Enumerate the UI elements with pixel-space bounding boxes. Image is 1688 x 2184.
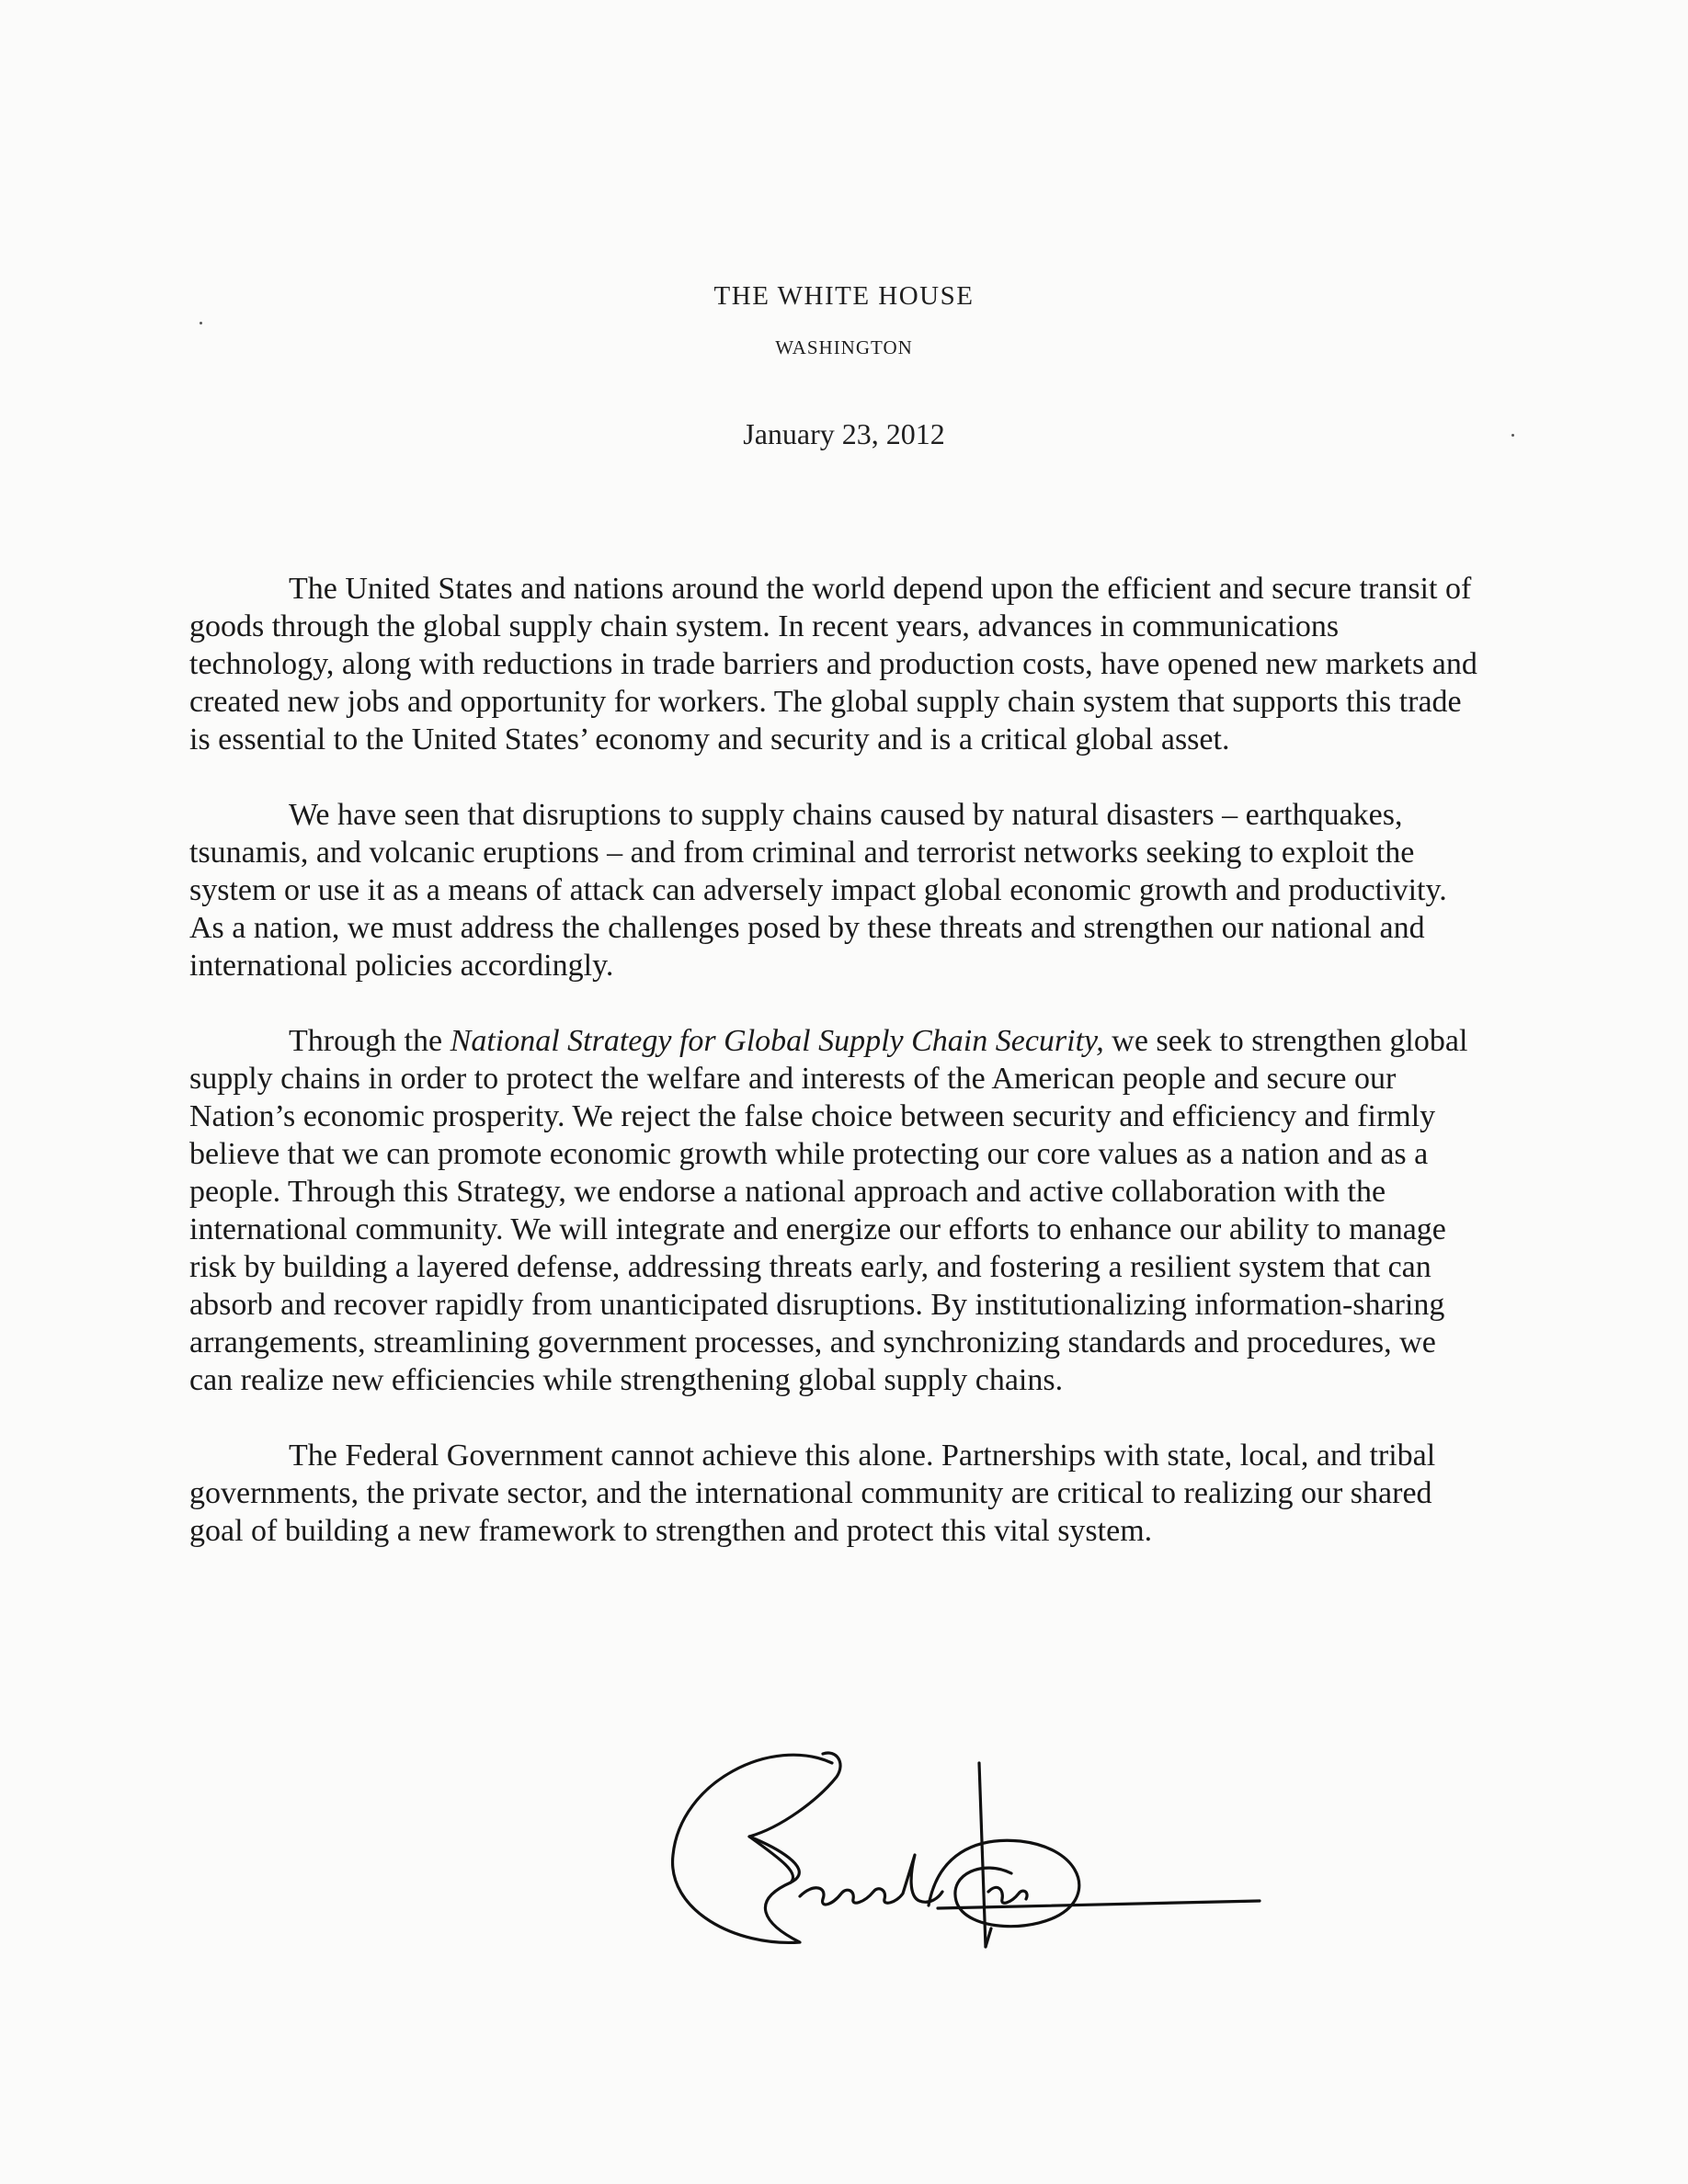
- scan-speck: [200, 322, 202, 324]
- strategy-title: National Strategy for Global Supply Chain Security,: [450, 1024, 1104, 1058]
- letterhead-title: THE WHITE HOUSE: [713, 281, 975, 311]
- paragraph-3: [189, 1022, 1486, 1399]
- letter-body: [189, 570, 1486, 1587]
- scan-speck: [1511, 434, 1514, 437]
- paragraph-2: We have seen that disruptions to supply chains caused by natural disasters – earthquakes, tsunamis, and volcanic eruptions – and from criminal and terrorist networks seeking to exploit the system or use it as a means of attack can adversely impact global economic growth and productivity. As a nation, we must address the challenges posed by these threats and strengthen our national and international policies accordingly.: [189, 798, 1447, 983]
- paragraph-3-rest: we seek to strengthen global supply chains in order to protect the welfare and interests of the American people and secure our Nation’s economic prosperity. We reject the false choice between security and efficiency and firmly believe that we can promote economic growth while protecting our core values as a nation and as a people. Through this Strategy, we endorse a national approach and active collaboration with the international community. We will integrate and energize our efforts to enhance our ability to manage risk by building a layered defense, addressing threats early, and fostering a resilient system that can absorb and recover rapidly from unanticipated disruptions. By institutionalizing information-sharing arrangements, streamlining government processes, and synchronizing standards and procedures, we can realize new efficiencies while strengthening global supply chains.: [189, 1024, 1468, 1397]
- paragraph-3-lead: Through the: [289, 1024, 451, 1058]
- signature: [662, 1735, 1306, 1965]
- paragraph-1: The United States and nations around the world depend upon the efficient and secure transit of goods through the global supply chain system. In recent years, advances in communications technology, along with reductions in trade barriers and production costs, have opened new markets and created new jobs and opportunity for workers. The global supply chain system that supports this trade is essential to the United States’ economy and security and is a critical global asset.: [189, 572, 1477, 756]
- letter-date: January 23, 2012: [743, 417, 945, 450]
- letterhead-subtitle: WASHINGTON: [775, 336, 913, 358]
- paragraph-4: The Federal Government cannot achieve this alone. Partnerships with state, local, and tribal governments, the private sector, and the international community are critical to realizing our shared goal of building a new framework to strengthen and protect this vital system.: [189, 1439, 1436, 1548]
